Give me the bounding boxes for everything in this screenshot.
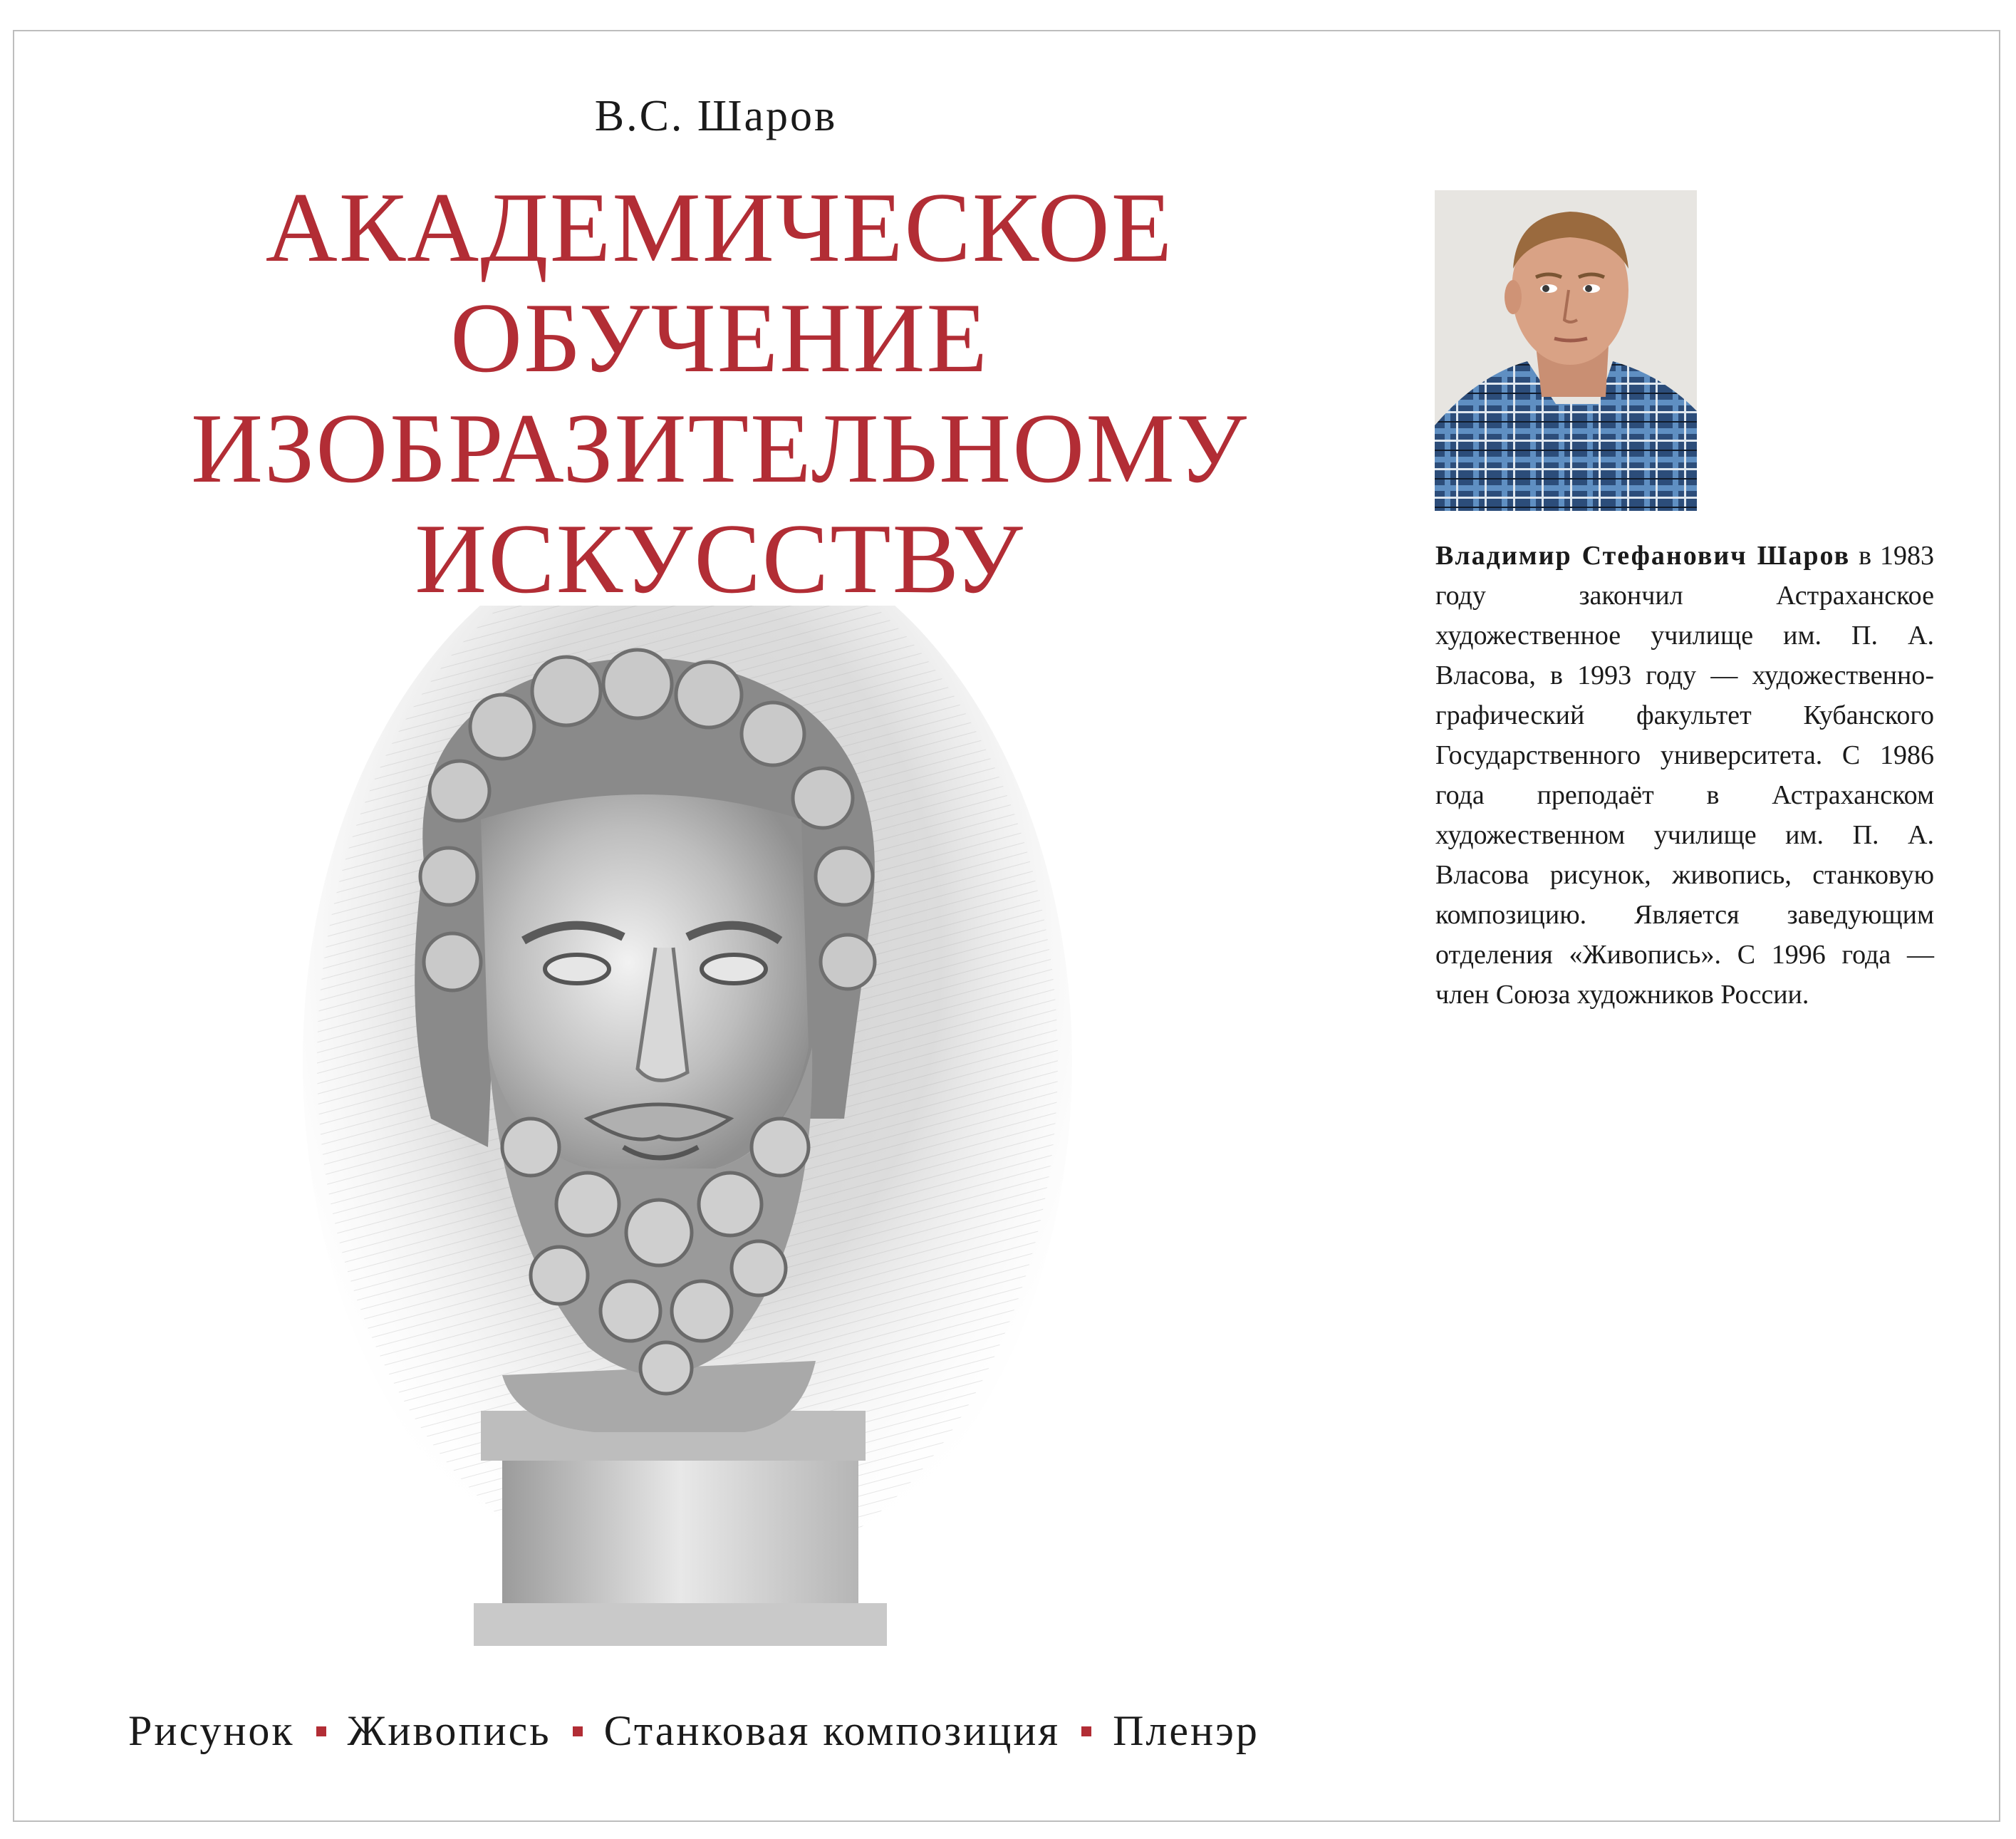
subject-composition: Станковая композиция <box>603 1707 1061 1754</box>
bio-text: в 1983 году закончил Астраханское художественное училище им. П. А. Власова, в 1993 году — художественно-графический факультет Кубанского Государственного университета. С 1986 года преподаёт в Астраханском художественном училище им. П. А. Власова рисунок, живопись, станковую композицию. Является заведующим отделения «Живопись». С 1996 года — член Союза художников России. <box>1435 541 1934 1010</box>
author-bio <box>1435 536 1934 1015</box>
author-name: В.С. Шаров <box>594 92 838 140</box>
separator-square-icon <box>316 1726 326 1736</box>
subject-plein-air: Пленэр <box>1113 1707 1259 1754</box>
subject-drawing: Рисунок <box>128 1707 295 1754</box>
bio-author-name: Владимир Стефанович Шаров <box>1435 541 1851 571</box>
separator-square-icon <box>573 1726 583 1736</box>
subject-painting: Живопись <box>347 1707 551 1754</box>
title-line-2: ОБУЧЕНИЕ <box>450 283 989 393</box>
title-line-3: ИЗОБРАЗИТЕЛЬНОМУ <box>191 393 1248 504</box>
subjects-line <box>128 1706 1325 1756</box>
bust-illustration <box>289 606 1097 1689</box>
title-line-4: ИСКУССТВУ <box>415 504 1024 614</box>
title-line-1: АКАДЕМИЧЕСКОЕ <box>265 172 1174 283</box>
author-photo <box>1435 190 1697 511</box>
book-title <box>71 172 1368 614</box>
separator-square-icon <box>1081 1726 1091 1736</box>
